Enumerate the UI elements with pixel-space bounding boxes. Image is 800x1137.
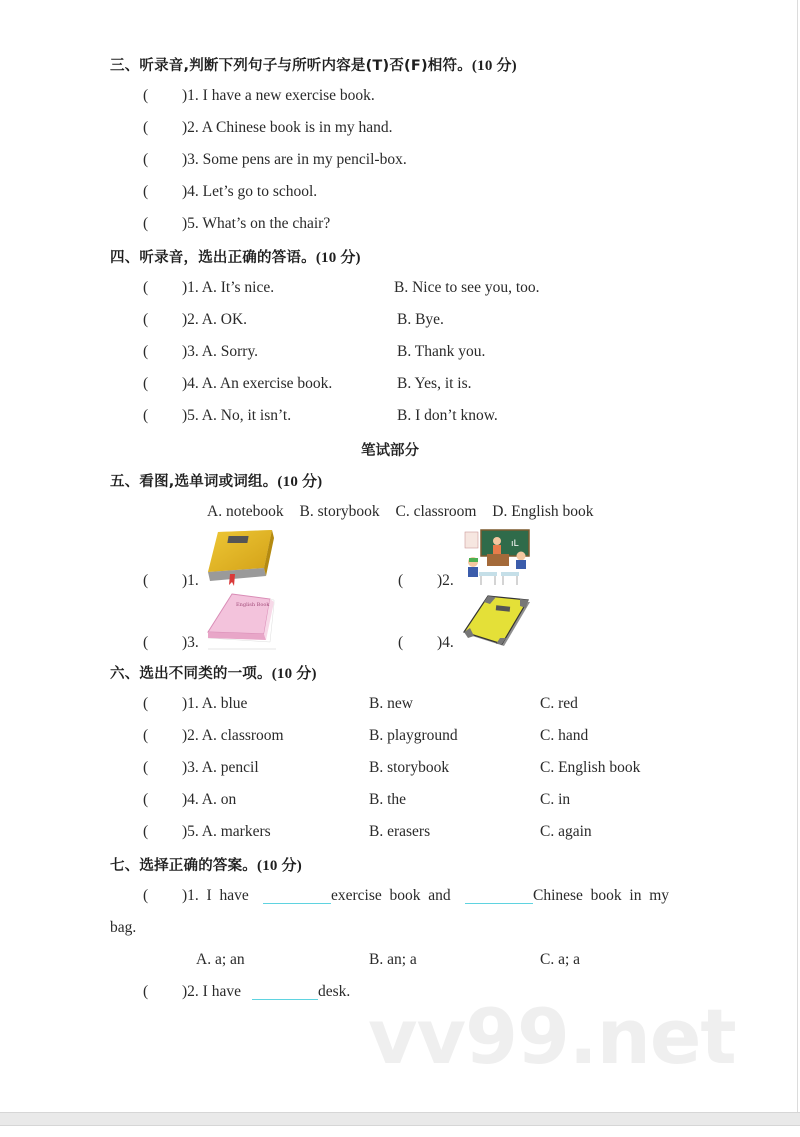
- section-6-points: (10 分): [271, 666, 317, 682]
- answer-paren[interactable]: (: [143, 887, 149, 904]
- option-a: )3. A. pencil: [182, 759, 259, 776]
- answer-paren[interactable]: (: [143, 791, 149, 808]
- section-5-heading: [110, 470, 322, 491]
- answer-paren[interactable]: (: [143, 375, 149, 392]
- svg-text:ıL: ıL: [511, 539, 519, 549]
- written-part-heading: 笔试部分: [361, 443, 419, 459]
- answer-paren[interactable]: (: [143, 119, 149, 136]
- answer-paren[interactable]: (: [143, 215, 149, 232]
- answer-paren[interactable]: (: [143, 572, 149, 589]
- section-6-heading: [110, 662, 317, 683]
- option-c: C. red: [540, 695, 578, 712]
- word-option-b: B. storybook: [299, 503, 380, 520]
- item-label: )2.: [437, 572, 454, 589]
- option-a: )4. A. on: [182, 791, 237, 808]
- section-5-points: (10 分): [277, 474, 323, 490]
- question-text: )1. I have a new exercise book.: [182, 87, 375, 104]
- pink-english-book-picture: [204, 592, 280, 650]
- q2-text-part1: )2. I have: [182, 983, 241, 1000]
- word-option-a: A. notebook: [207, 503, 284, 520]
- answer-paren[interactable]: (: [143, 634, 149, 651]
- option-b: B. I don’t know.: [397, 407, 498, 424]
- answer-paren[interactable]: (: [398, 572, 404, 589]
- section-7-points: (10 分): [257, 858, 302, 874]
- word-option-d: D. English book: [492, 503, 594, 520]
- answer-paren[interactable]: (: [143, 311, 149, 328]
- section-4-heading: [110, 246, 361, 267]
- option-a: )1. A. It’s nice.: [182, 279, 275, 296]
- section-6-title: 六、选出不同类的一项。: [110, 666, 272, 682]
- option-b: B. Bye.: [397, 311, 444, 328]
- option-c: C. again: [540, 823, 592, 840]
- q1-option-a: A. a; an: [196, 951, 245, 968]
- watermark: vv99.net: [368, 992, 736, 1081]
- option-c: C. hand: [540, 727, 589, 744]
- section-7-title: 七、选择正确的答案。: [110, 858, 257, 874]
- answer-paren[interactable]: (: [143, 983, 149, 1000]
- question-text: )4. Let’s go to school.: [182, 183, 318, 200]
- answer-paren[interactable]: (: [143, 279, 149, 296]
- yellow-book-picture: [204, 528, 276, 588]
- section-3-points: (10 分): [471, 58, 517, 74]
- section-5-title: 五、看图,选单词或词组。: [110, 474, 278, 490]
- item-label: )3.: [182, 634, 199, 651]
- answer-paren[interactable]: (: [143, 727, 149, 744]
- answer-paren[interactable]: (: [143, 407, 149, 424]
- s5-word-options: [207, 503, 593, 521]
- answer-paren[interactable]: (: [143, 343, 149, 360]
- q1-blank-2[interactable]: [465, 889, 533, 904]
- option-a: )4. A. An exercise book.: [182, 375, 333, 392]
- q2-text-part2: desk.: [318, 983, 351, 1000]
- section-7-heading: [110, 854, 302, 875]
- question-text: )3. Some pens are in my pencil-box.: [182, 151, 407, 168]
- q1-option-b: B. an; a: [369, 951, 417, 968]
- option-b: B. erasers: [369, 823, 431, 840]
- section-3-heading: [110, 54, 517, 75]
- q1-blank-1[interactable]: [263, 889, 331, 904]
- q1-text-part3: Chinese book in my: [533, 887, 670, 904]
- option-a: )2. A. OK.: [182, 311, 248, 328]
- option-b: B. new: [369, 695, 413, 712]
- yellow-notebook-picture: [460, 594, 536, 650]
- q1-text-part2: exercise book and: [331, 887, 451, 904]
- q1-option-c: C. a; a: [540, 951, 581, 968]
- q1-text-part1: )1. I have: [182, 887, 249, 904]
- classroom-picture: [461, 528, 533, 588]
- option-b: B. Thank you.: [397, 343, 486, 360]
- answer-paren[interactable]: (: [143, 759, 149, 776]
- section-3-title: 三、听录音,判断下列句子与所听内容是(T)否(F)相符。: [110, 58, 472, 74]
- answer-paren[interactable]: (: [398, 634, 404, 651]
- english-book-cover-text: English Book: [236, 602, 270, 608]
- word-option-c: C. classroom: [395, 503, 477, 520]
- answer-paren[interactable]: (: [143, 823, 149, 840]
- answer-paren[interactable]: (: [143, 151, 149, 168]
- page-separator: [0, 1112, 800, 1126]
- option-b: B. playground: [369, 727, 458, 744]
- option-b: B. Yes, it is.: [397, 375, 472, 392]
- option-a: )5. A. markers: [182, 823, 271, 840]
- option-b: B. the: [369, 791, 407, 808]
- option-a: )1. A. blue: [182, 695, 248, 712]
- answer-paren[interactable]: (: [143, 87, 149, 104]
- option-a: )2. A. classroom: [182, 727, 284, 744]
- answer-paren[interactable]: (: [143, 695, 149, 712]
- q1-text-wrap: bag.: [110, 919, 137, 936]
- option-c: C. in: [540, 791, 571, 808]
- answer-paren[interactable]: (: [143, 183, 149, 200]
- item-label: )1.: [182, 572, 199, 589]
- option-c: C. English book: [540, 759, 641, 776]
- item-label: )4.: [437, 634, 454, 651]
- option-b: B. storybook: [369, 759, 450, 776]
- question-text: )2. A Chinese book is in my hand.: [182, 119, 393, 136]
- section-4-title: 四、听录音，选出正确的答语。: [110, 250, 316, 266]
- section-4-points: (10 分): [315, 250, 361, 266]
- option-a: )3. A. Sorry.: [182, 343, 259, 360]
- q2-blank[interactable]: [252, 985, 318, 1000]
- option-b: B. Nice to see you, too.: [394, 279, 540, 296]
- option-a: )5. A. No, it isn’t.: [182, 407, 292, 424]
- question-text: )5. What’s on the chair?: [182, 215, 331, 232]
